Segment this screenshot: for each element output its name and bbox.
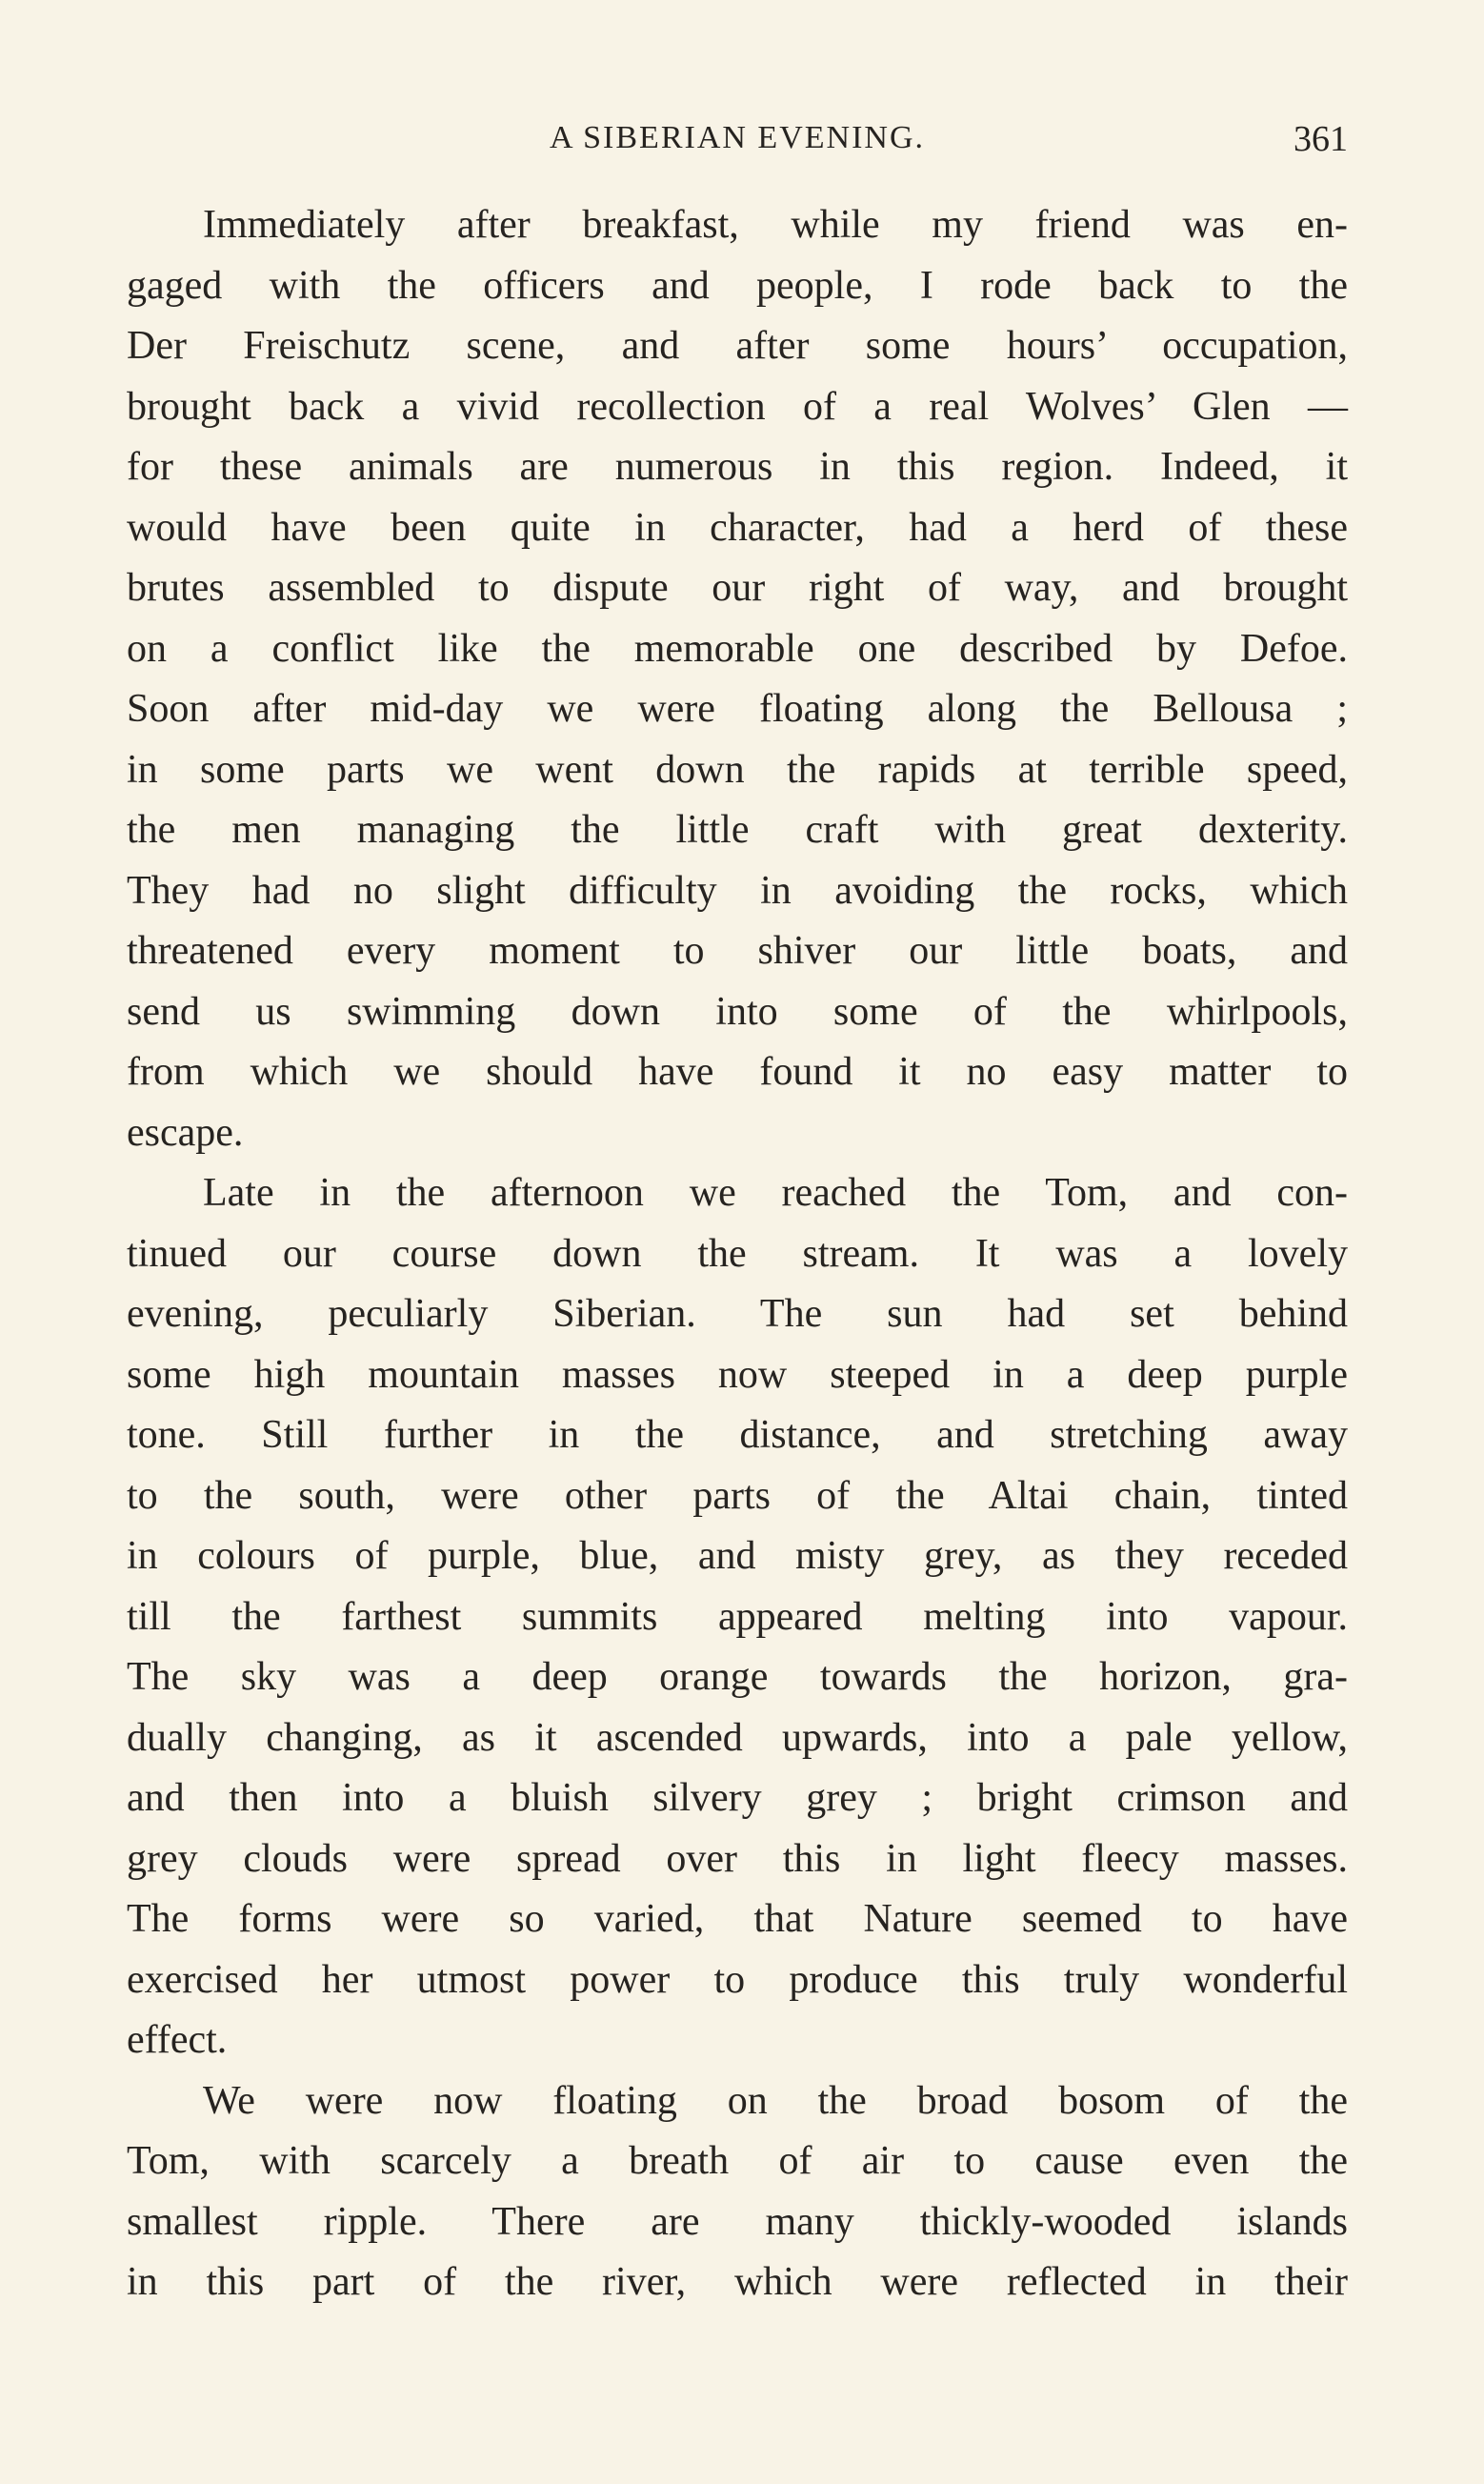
text-line: smallest ripple. There are many thickly-wooded islands	[127, 2199, 1348, 2244]
text-line: escape.	[127, 1110, 244, 1155]
running-title: A SIBERIAN EVENING.	[549, 120, 926, 155]
text-line: from which we should have found it no easy matter to	[127, 1050, 1348, 1094]
text-line: Immediately after breakfast, while my friend was en-	[203, 203, 1348, 247]
text-line: brought back a vivid recollection of a real Wolves’ Glen —	[127, 384, 1348, 429]
text-line: grey clouds were spread over this in light fleecy masses.	[127, 1836, 1348, 1881]
body-text	[127, 195, 1348, 2313]
text-line: brutes assembled to dispute our right of way, and brought	[127, 566, 1348, 610]
text-line: They had no slight difficulty in avoiding the rocks, which	[127, 868, 1348, 913]
text-line: threatened every moment to shiver our little boats, and	[127, 929, 1348, 973]
text-line: send us swimming down into some of the whirlpools,	[127, 989, 1348, 1034]
text-line: on a conflict like the memorable one described by Defoe.	[127, 626, 1348, 671]
text-line: dually changing, as it ascended upwards, into a pale yellow,	[127, 1715, 1348, 1760]
text-line: effect.	[127, 2018, 228, 2062]
text-line: for these animals are numerous in this region. Indeed, it	[127, 445, 1348, 489]
text-line: Soon after mid-day we were floating along the Bellousa ;	[127, 687, 1348, 731]
page-number: 361	[1293, 119, 1348, 159]
text-line: Der Freischutz scene, and after some hours’ occupation,	[127, 324, 1348, 368]
text-line: evening, peculiarly Siberian. The sun had set behind	[127, 1292, 1348, 1336]
text-line: The forms were so varied, that Nature seemed to have	[127, 1897, 1348, 1941]
text-line: some high mountain masses now steeped in a deep purple	[127, 1352, 1348, 1397]
text-line: and then into a bluish silvery grey ; bright crimson and	[127, 1776, 1348, 1820]
text-line: in this part of the river, which were reflected in their	[127, 2260, 1348, 2304]
text-line: would have been quite in character, had a herd of these	[127, 505, 1348, 550]
text-line: in colours of purple, blue, and misty grey, as they receded	[127, 1534, 1348, 1578]
text-line: gaged with the officers and people, I rode back to the	[127, 263, 1348, 308]
text-line: tinued our course down the stream. It was a lovely	[127, 1231, 1348, 1276]
text-line: in some parts we went down the rapids at terrible speed,	[127, 747, 1348, 792]
text-line: Late in the afternoon we reached the Tom, and con-	[203, 1171, 1348, 1215]
running-head	[127, 112, 1348, 170]
text-line: the men managing the little craft with great dexterity.	[127, 808, 1348, 852]
text-line: tone. Still further in the distance, and stretching away	[127, 1413, 1348, 1457]
text-line: till the farthest summits appeared melting into vapour.	[127, 1594, 1348, 1639]
text-line: We were now floating on the broad bosom of the	[203, 2078, 1348, 2123]
text-line: to the south, were other parts of the Altai chain, tinted	[127, 1473, 1348, 1518]
text-line: The sky was a deep orange towards the horizon, gra-	[127, 1655, 1348, 1699]
text-line: Tom, with scarcely a breath of air to cause even the	[127, 2139, 1348, 2183]
text-line: exercised her utmost power to produce this truly wonderful	[127, 1957, 1348, 2002]
